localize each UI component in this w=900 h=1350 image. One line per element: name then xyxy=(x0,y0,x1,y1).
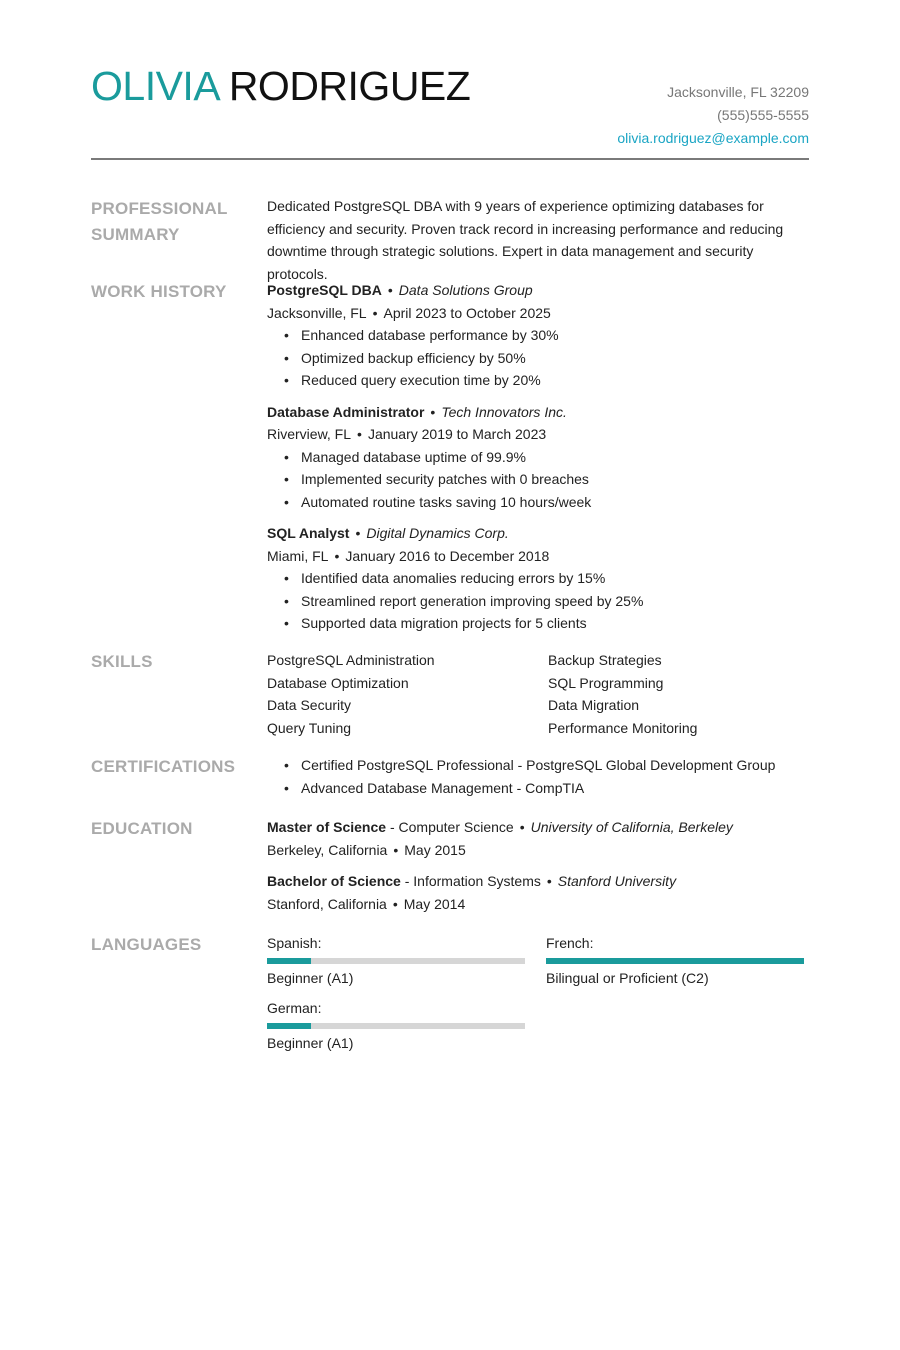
language-level: Bilingual or Proficient (C2) xyxy=(546,970,709,986)
separator-dot: • xyxy=(372,304,378,321)
job-company: Digital Dynamics Corp. xyxy=(366,525,509,541)
skill-item: SQL Programming xyxy=(548,674,664,691)
skill-item: Performance Monitoring xyxy=(548,719,698,736)
education-meta xyxy=(267,893,809,916)
skill-item: Data Security xyxy=(267,697,352,713)
job-location: Miami, FL xyxy=(267,547,329,564)
certifications-section xyxy=(91,754,809,804)
summary-title: PROFESSIONAL SUMMARY xyxy=(91,199,228,244)
separator-dot: • xyxy=(357,426,362,442)
separator-dot: • xyxy=(430,403,436,420)
education-location: Stanford, California xyxy=(267,895,387,912)
education-section xyxy=(91,816,809,916)
job-bullet: • Enhanced database performance by 30% xyxy=(301,324,809,347)
job-location: Riverview, FL xyxy=(267,426,352,442)
work-history-section xyxy=(91,279,809,639)
separator-dot: • xyxy=(387,282,393,298)
separator-dot: • xyxy=(393,841,399,858)
job-entry xyxy=(267,522,809,635)
phone-text: (555)555-5555 xyxy=(717,107,809,123)
candidate-name xyxy=(91,62,470,110)
school-name: University of California, Berkeley xyxy=(530,819,733,835)
language-proficiency-bar xyxy=(267,958,525,964)
skills-title: SKILLS xyxy=(91,652,153,671)
language-proficiency-bar xyxy=(267,1023,525,1029)
field-of-study: Computer Science xyxy=(398,819,514,835)
degree: Bachelor of Science xyxy=(267,873,401,889)
separator-dot: • xyxy=(546,873,552,889)
education-list xyxy=(267,816,809,924)
job-heading xyxy=(267,401,809,424)
separator-dot: • xyxy=(355,525,361,541)
education-entry xyxy=(267,816,809,861)
language-level: Beginner (A1) xyxy=(267,970,354,986)
skills-section xyxy=(91,649,809,745)
language-item xyxy=(267,998,525,1054)
languages-title: LANGUAGES xyxy=(91,935,202,954)
job-role: Database Administrator xyxy=(267,403,425,420)
first-name: OLIVIA xyxy=(91,63,218,109)
skill-item: Backup Strategies xyxy=(548,652,662,668)
separator-dot: • xyxy=(392,895,398,912)
field-of-study: Information Systems xyxy=(413,873,541,889)
job-heading xyxy=(267,279,809,302)
education-date: May 2014 xyxy=(403,895,466,912)
job-heading xyxy=(267,522,809,545)
certification-item: • Advanced Database Management - CompTIA xyxy=(301,777,809,800)
language-proficiency-bar xyxy=(546,958,804,964)
language-name: German: xyxy=(267,1000,322,1016)
job-bullet: • Automated routine tasks saving 10 hours/week xyxy=(301,491,809,514)
job-company: Data Solutions Group xyxy=(398,282,533,298)
job-meta xyxy=(267,423,809,446)
language-proficiency-fill xyxy=(546,958,804,964)
job-bullets xyxy=(267,446,809,514)
job-dates: January 2016 to December 2018 xyxy=(345,547,550,564)
summary-section xyxy=(91,196,809,282)
jobs-list xyxy=(267,279,809,644)
education-location: Berkeley, California xyxy=(267,841,388,858)
skill-item: Query Tuning xyxy=(267,719,352,736)
certifications-title: CERTIFICATIONS xyxy=(91,757,236,776)
language-proficiency-fill xyxy=(267,1023,311,1029)
job-meta xyxy=(267,545,809,568)
job-role: PostgreSQL DBA xyxy=(267,282,382,298)
language-name: French: xyxy=(546,935,594,951)
email-link[interactable]: olivia.rodriguez@example.com xyxy=(617,130,809,146)
job-bullet: • Managed database uptime of 99.9% xyxy=(301,446,809,469)
job-entry xyxy=(267,279,809,392)
skill-item: PostgreSQL Administration xyxy=(267,652,435,668)
job-bullets xyxy=(267,324,809,392)
contact-info xyxy=(617,81,809,150)
skills-grid xyxy=(267,649,809,739)
job-bullet: • Identified data anomalies reducing errors by 15% xyxy=(301,567,809,590)
job-meta xyxy=(267,302,809,325)
school-name: Stanford University xyxy=(557,873,677,889)
job-company: Tech Innovators Inc. xyxy=(441,403,567,420)
job-bullets xyxy=(267,567,809,635)
header-divider xyxy=(91,158,809,160)
languages-section xyxy=(91,932,809,1057)
language-item xyxy=(546,933,804,989)
education-title: EDUCATION xyxy=(91,819,193,838)
certification-item: • Certified PostgreSQL Professional - PostgreSQL Global Development Group xyxy=(301,754,809,777)
degree: Master of Science xyxy=(267,819,387,835)
language-level: Beginner (A1) xyxy=(267,1035,354,1051)
language-name: Spanish: xyxy=(267,935,322,951)
job-bullet: • Implemented security patches with 0 breaches xyxy=(301,468,809,491)
education-date: May 2015 xyxy=(404,841,466,858)
job-dates: January 2019 to March 2023 xyxy=(367,426,547,442)
separator-dot: • xyxy=(334,547,340,564)
summary-text: Dedicated PostgreSQL DBA with 9 years of experience optimizing databases for efficiency and security. Proven track record in increasing performance and reducing downtime through strategic solutions. Expert in data management and security protocols. xyxy=(267,198,784,282)
job-bullet: • Optimized backup efficiency by 50% xyxy=(301,347,809,370)
job-role: SQL Analyst xyxy=(267,525,350,541)
education-heading: Bachelor of Science - Information Systems • Stanford University xyxy=(267,873,677,889)
education-entry xyxy=(267,870,809,915)
job-bullet: • Reduced query execution time by 20% xyxy=(301,369,809,392)
certifications-list xyxy=(267,754,809,799)
language-proficiency-fill xyxy=(267,958,311,964)
last-name: RODRIGUEZ xyxy=(228,63,471,109)
language-item xyxy=(267,933,525,989)
job-dates: April 2023 to October 2025 xyxy=(383,304,551,321)
work-history-title: WORK HISTORY xyxy=(91,282,227,301)
job-location: Jacksonville, FL xyxy=(267,304,367,321)
job-entry xyxy=(267,401,809,514)
education-heading: Master of Science - Computer Science • University of California, Berkeley xyxy=(267,819,733,835)
separator-dot: • xyxy=(519,819,525,835)
location-text: Jacksonville, FL 32209 xyxy=(667,84,809,100)
job-bullet: • Supported data migration projects for 5 clients xyxy=(301,612,809,635)
skill-item: Data Migration xyxy=(548,697,640,713)
resume-header xyxy=(91,62,809,162)
education-meta xyxy=(267,839,809,862)
job-bullet: • Streamlined report generation improving speed by 25% xyxy=(301,590,809,613)
skill-item: Database Optimization xyxy=(267,674,409,691)
